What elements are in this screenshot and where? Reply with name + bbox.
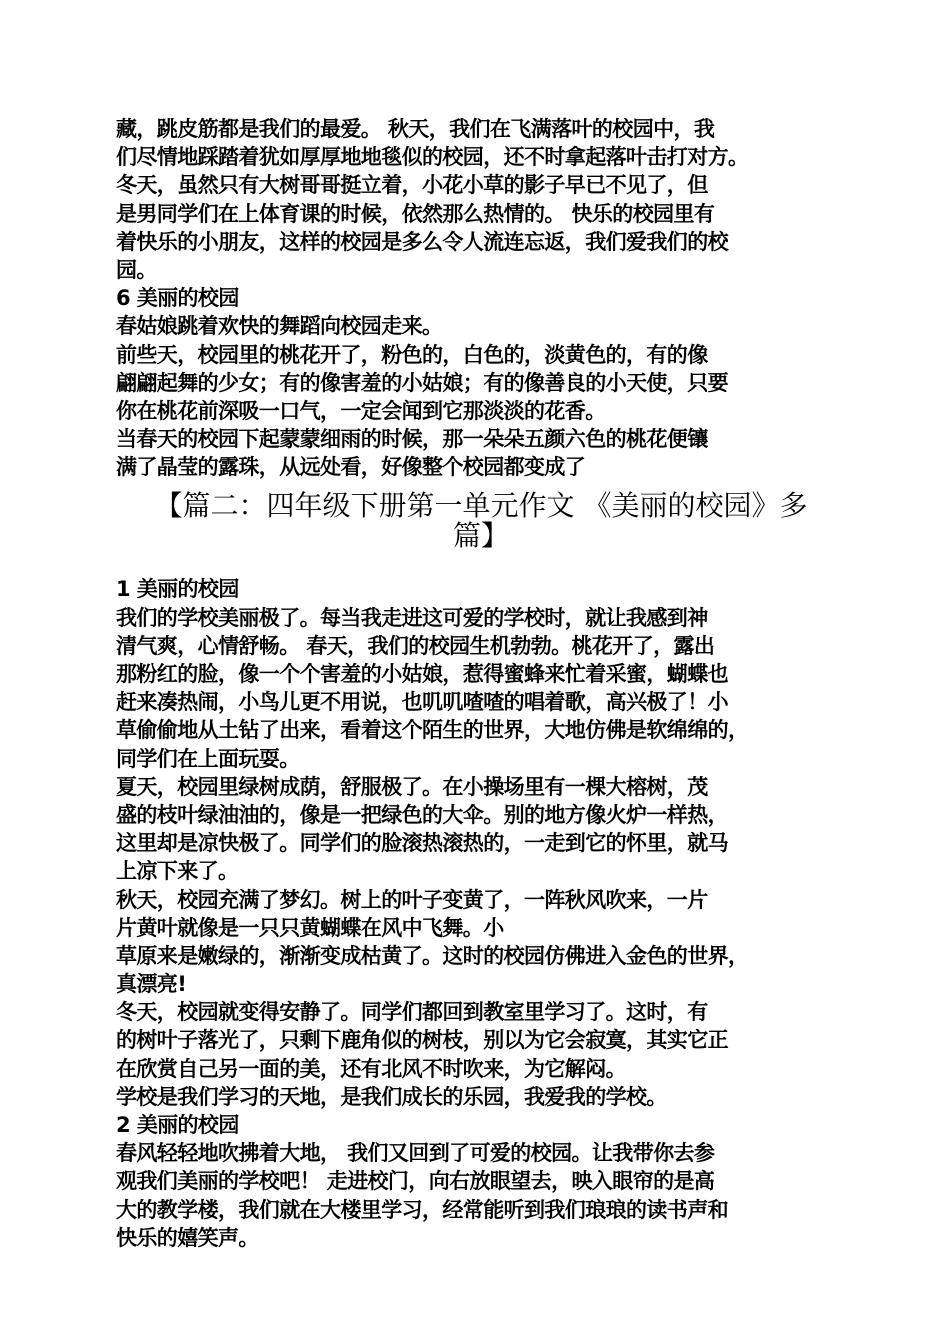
text-line: 着快乐的小朋友，这样的校园是多么令人流连忘返，我们爱我们的校	[116, 229, 728, 254]
text-line: 学校是我们学习的天地，是我们成长的乐园，我爱我的学校。	[116, 1084, 667, 1109]
text-line: 清气爽，心情舒畅。 春天，我们的校园生机勃勃。桃花开了，露出	[116, 633, 715, 658]
text-line: 夏天，校园里绿树成荫，舒服极了。在小操场里有一棵大榕树，茂	[116, 774, 708, 799]
text-line: 藏，跳皮筋都是我们的最爱。 秋天，我们在飞满落叶的校园中，我	[116, 117, 715, 141]
text-line: 同学们在上面玩耍。	[116, 746, 300, 771]
text-line: 上凉下来了。	[116, 859, 239, 884]
text-line: 是男同学们在上体育课的时候，依然那么热情的。 快乐的校园里有	[116, 201, 715, 226]
text-line: 秋天，校园充满了梦幻。树上的叶子变黄了，一阵秋风吹来，一片	[116, 887, 708, 912]
text-line: 当春天的校园下起蒙蒙细雨的时候，那一朵朵五颜六色的桃花便镶	[116, 427, 708, 452]
text-line: 观我们美丽的学校吧！ 走进校门，向右放眼望去，映入眼帘的是高	[116, 1169, 715, 1194]
text-line: 前些天，校园里的桃花开了，粉色的，白色的，淡黄色的，有的像	[116, 342, 708, 367]
text-line: 1 美丽的校园	[116, 577, 239, 602]
text-line: 们尽情地踩踏着犹如厚厚地地毯似的校园，还不时拿起落叶击打对方。	[116, 145, 749, 170]
heading-line-2: 篇】	[452, 519, 509, 553]
document-body	[116, 115, 846, 1252]
text-line: 春姑娘跳着欢快的舞蹈向校园走来。	[116, 314, 443, 339]
text-line: 这里却是凉快极了。同学们的脸滚热滚热的，一走到它的怀里，就马	[116, 831, 728, 856]
text-line: 在欣赏自己另一面的美，还有北风不时吹来，为它解闷。	[116, 1056, 626, 1081]
text-line: 片黄叶就像是一只只黄蝴蝶在风中飞舞。小	[116, 915, 504, 940]
text-line: 真漂亮!	[116, 972, 187, 997]
essay-section-2	[116, 575, 846, 1252]
text-line: 草偷偷地从土钻了出来，看着这个陌生的世界，大地仿佛是软绵绵的，	[116, 718, 749, 743]
text-line: 快乐的嬉笑声。	[116, 1225, 259, 1250]
text-line: 那粉红的脸，像一个个害羞的小姑娘，惹得蜜蜂来忙着采蜜，蝴蝶也	[116, 662, 728, 686]
text-line: 大的教学楼，我们就在大楼里学习，经常能听到我们琅琅的读书声和	[116, 1197, 728, 1222]
essay-section-1	[116, 115, 846, 481]
text-line: 6 美丽的校园	[116, 286, 239, 311]
heading-line-1: 【篇二：四年级下册第一单元作文 《美丽的校园》多	[154, 489, 808, 523]
text-line: 满了晶莹的露珠，从远处看，好像整个校园都变成了	[116, 455, 586, 480]
section-heading	[116, 491, 846, 551]
text-line: 冬天，校园就变得安静了。同学们都回到教室里学习了。这时，有	[116, 1000, 708, 1025]
text-line: 盛的枝叶绿油油的，像是一把绿色的大伞。别的地方像火炉一样热，	[116, 802, 728, 827]
text-line: 2 美丽的校园	[116, 1113, 239, 1137]
text-line: 赶来凑热闹，小鸟儿更不用说，也叽叽喳喳的唱着歌，高兴极了！小	[116, 690, 728, 715]
text-line: 园。	[116, 257, 157, 282]
text-line: 翩翩起舞的少女；有的像害羞的小姑娘；有的像善良的小天使，只要	[116, 370, 728, 395]
text-line: 草原来是嫩绿的，渐渐变成枯黄了。这时的校园仿佛进入金色的世界，	[116, 943, 749, 968]
text-line: 我们的学校美丽极了。每当我走进这可爱的学校时，就让我感到神	[116, 605, 708, 630]
text-line: 春风轻轻地吹拂着大地， 我们又回到了可爱的校园。让我带你去参	[116, 1141, 715, 1166]
text-line: 你在桃花前深吸一口气，一定会闻到它那淡淡的花香。	[116, 398, 606, 423]
text-line: 冬天，虽然只有大树哥哥挺立着，小花小草的影子早已不见了，但	[116, 173, 708, 198]
text-line: 的树叶子落光了，只剩下鹿角似的树枝，别以为它会寂寞，其实它正	[116, 1028, 728, 1053]
